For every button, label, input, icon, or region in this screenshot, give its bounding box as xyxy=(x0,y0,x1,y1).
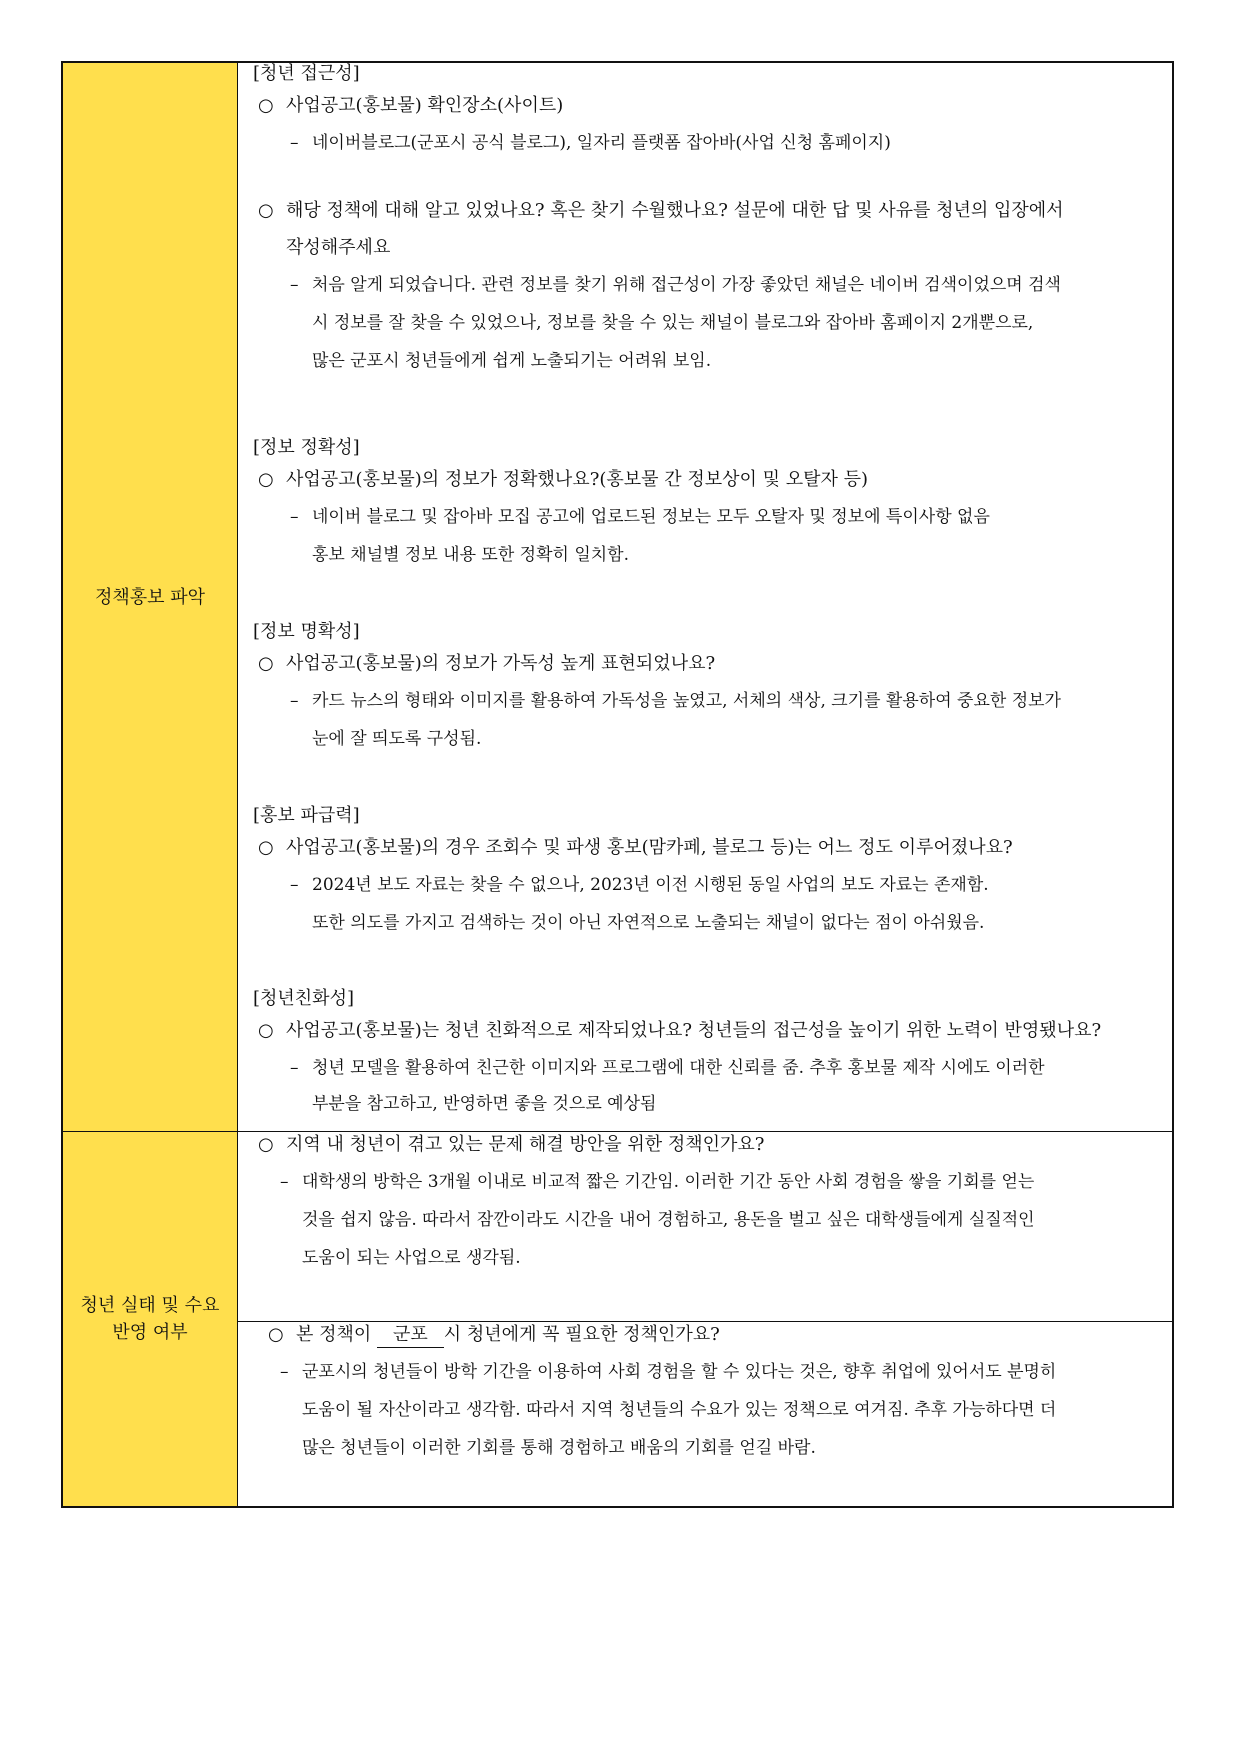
circle-bullet-icon: ○ xyxy=(258,469,274,490)
dash-bullet-icon: – xyxy=(290,691,299,711)
answer-item: – 대학생의 방학은 3개월 이내로 비교적 짧은 기간임. 이러한 기간 동안 사회 경험을 쌓을 기회를 얻는 xyxy=(280,1163,1172,1201)
answer-continuation: 도움이 되는 사업으로 생각됨. xyxy=(302,1248,521,1268)
answer-continuation: 눈에 잘 띄도록 구성됨. xyxy=(312,729,482,749)
section-heading: [홍보 파급력] xyxy=(253,805,360,826)
section-reach xyxy=(238,803,1172,942)
answer-item: – 처음 알게 되었습니다. 관련 정보를 찾기 위해 접근성이 가장 좋았던 채널은 네이버 검색이었으며 검색 xyxy=(290,266,1172,304)
circle-bullet-icon: ○ xyxy=(258,200,274,221)
dash-bullet-icon: – xyxy=(290,133,299,153)
dash-bullet-icon: – xyxy=(290,1058,299,1078)
circle-bullet-icon: ○ xyxy=(268,1324,284,1345)
dash-bullet-icon: – xyxy=(290,875,299,895)
circle-bullet-icon: ○ xyxy=(258,837,274,858)
circle-bullet-icon: ○ xyxy=(258,95,274,116)
section-heading: [청년 접근성] xyxy=(253,63,360,84)
answer-continuation: 시 정보를 잘 찾을 수 있었으나, 정보를 찾을 수 있는 채널이 블로그와 잡아바 홈페이지 2개뿐으로, xyxy=(312,313,1034,333)
dash-bullet-icon: – xyxy=(290,507,299,527)
dash-bullet-icon: – xyxy=(290,275,299,295)
question-item: ○ 해당 정책에 대해 알고 있었나요? 혹은 찾기 수월했나요? 설문에 대한 답 및 사유를 청년의 입장에서 xyxy=(258,192,1172,229)
section-heading: [정보 명확성] xyxy=(253,621,360,642)
section-clarity xyxy=(238,619,1172,758)
local-problem-cell xyxy=(238,1131,1172,1321)
need-cell xyxy=(238,1321,1172,1506)
section-accessibility-awareness xyxy=(238,192,1172,380)
question-item: ○ 사업공고(홍보물) 확인장소(사이트) xyxy=(258,87,1172,124)
section-accessibility xyxy=(238,63,1172,162)
row-label-policy-promo: 정책홍보 파악 xyxy=(63,63,238,1131)
question-continuation: 작성해주세요 xyxy=(286,237,391,258)
answer-continuation: 부분을 참고하고, 반영하면 좋을 것으로 예상됨 xyxy=(312,1094,657,1114)
answer-item: – 네이버블로그(군포시 공식 블로그), 일자리 플랫폼 잡아바(사업 신청 홈페이지) xyxy=(290,124,1172,162)
answer-item: – 청년 모델을 활용하여 친근한 이미지와 프로그램에 대한 신뢰를 줌. 추후 홍보물 제작 시에도 이러한 xyxy=(290,1049,1172,1087)
evaluation-table xyxy=(61,61,1174,1508)
answer-item: – 2024년 보도 자료는 찾을 수 없으나, 2023년 이전 시행된 동일 사업의 보도 자료는 존재함. xyxy=(290,866,1172,904)
answer-continuation: 또한 의도를 가지고 검색하는 것이 아닌 자연적으로 노출되는 채널이 없다는 점이 아쉬웠음. xyxy=(312,913,985,933)
city-blank: 군포 xyxy=(377,1323,444,1348)
question-item: ○ 사업공고(홍보물)는 청년 친화적으로 제작되었나요? 청년들의 접근성을 높이기 위한 노력이 반영됐나요? xyxy=(258,1012,1172,1049)
policy-promo-cell xyxy=(238,63,1172,1131)
dash-bullet-icon: – xyxy=(280,1362,289,1382)
question-item: ○ 본 정책이 군포 시 청년에게 꼭 필요한 정책인가요? xyxy=(268,1321,1172,1353)
answer-item: – 네이버 블로그 및 잡아바 모집 공고에 업로드된 정보는 모두 오탈자 및 정보에 특이사항 없음 xyxy=(290,498,1172,536)
answer-item: – 군포시의 청년들이 방학 기간을 이용하여 사회 경험을 할 수 있다는 것은, 향후 취업에 있어서도 분명히 xyxy=(280,1353,1172,1391)
circle-bullet-icon: ○ xyxy=(258,1134,274,1155)
question-item: ○ 사업공고(홍보물)의 경우 조회수 및 파생 홍보(맘카페, 블로그 등)는 어느 정도 이루어졌나요? xyxy=(258,829,1172,866)
answer-continuation: 많은 청년들이 이러한 기회를 통해 경험하고 배움의 기회를 얻길 바람. xyxy=(302,1438,816,1458)
question-item: ○ 사업공고(홍보물)의 정보가 가독성 높게 표현되었나요? xyxy=(258,645,1172,682)
section-local-problem xyxy=(238,1131,1172,1277)
answer-continuation: 도움이 될 자산이라고 생각함. 따라서 지역 청년들의 수요가 있는 정책으로 여겨짐. 추후 가능하다면 더 xyxy=(302,1400,1057,1420)
answer-continuation: 것을 쉽지 않음. 따라서 잠깐이라도 시간을 내어 경험하고, 용돈을 벌고 싶은 대학생들에게 실질적인 xyxy=(302,1210,1035,1230)
answer-continuation: 홍보 채널별 정보 내용 또한 정확히 일치함. xyxy=(312,545,630,565)
circle-bullet-icon: ○ xyxy=(258,653,274,674)
section-need xyxy=(238,1321,1172,1467)
dash-bullet-icon: – xyxy=(280,1172,289,1192)
question-item: ○ 사업공고(홍보물)의 정보가 정확했나요?(홍보물 간 정보상이 및 오탈자 등) xyxy=(258,461,1172,498)
answer-item: – 카드 뉴스의 형태와 이미지를 활용하여 가독성을 높였고, 서체의 색상, 크기를 활용하여 중요한 정보가 xyxy=(290,682,1172,720)
row-label-youth-demand: 청년 실태 및 수요 반영 여부 xyxy=(63,1131,238,1506)
section-friendliness xyxy=(238,986,1172,1121)
question-item: ○ 지역 내 청년이 겪고 있는 문제 해결 방안을 위한 정책인가요? xyxy=(258,1131,1172,1163)
section-heading: [정보 정확성] xyxy=(253,437,360,458)
section-heading: [청년친화성] xyxy=(253,988,354,1009)
circle-bullet-icon: ○ xyxy=(258,1020,274,1041)
answer-continuation: 많은 군포시 청년들에게 쉽게 노출되기는 어려워 보임. xyxy=(312,351,712,371)
section-accuracy xyxy=(238,435,1172,574)
